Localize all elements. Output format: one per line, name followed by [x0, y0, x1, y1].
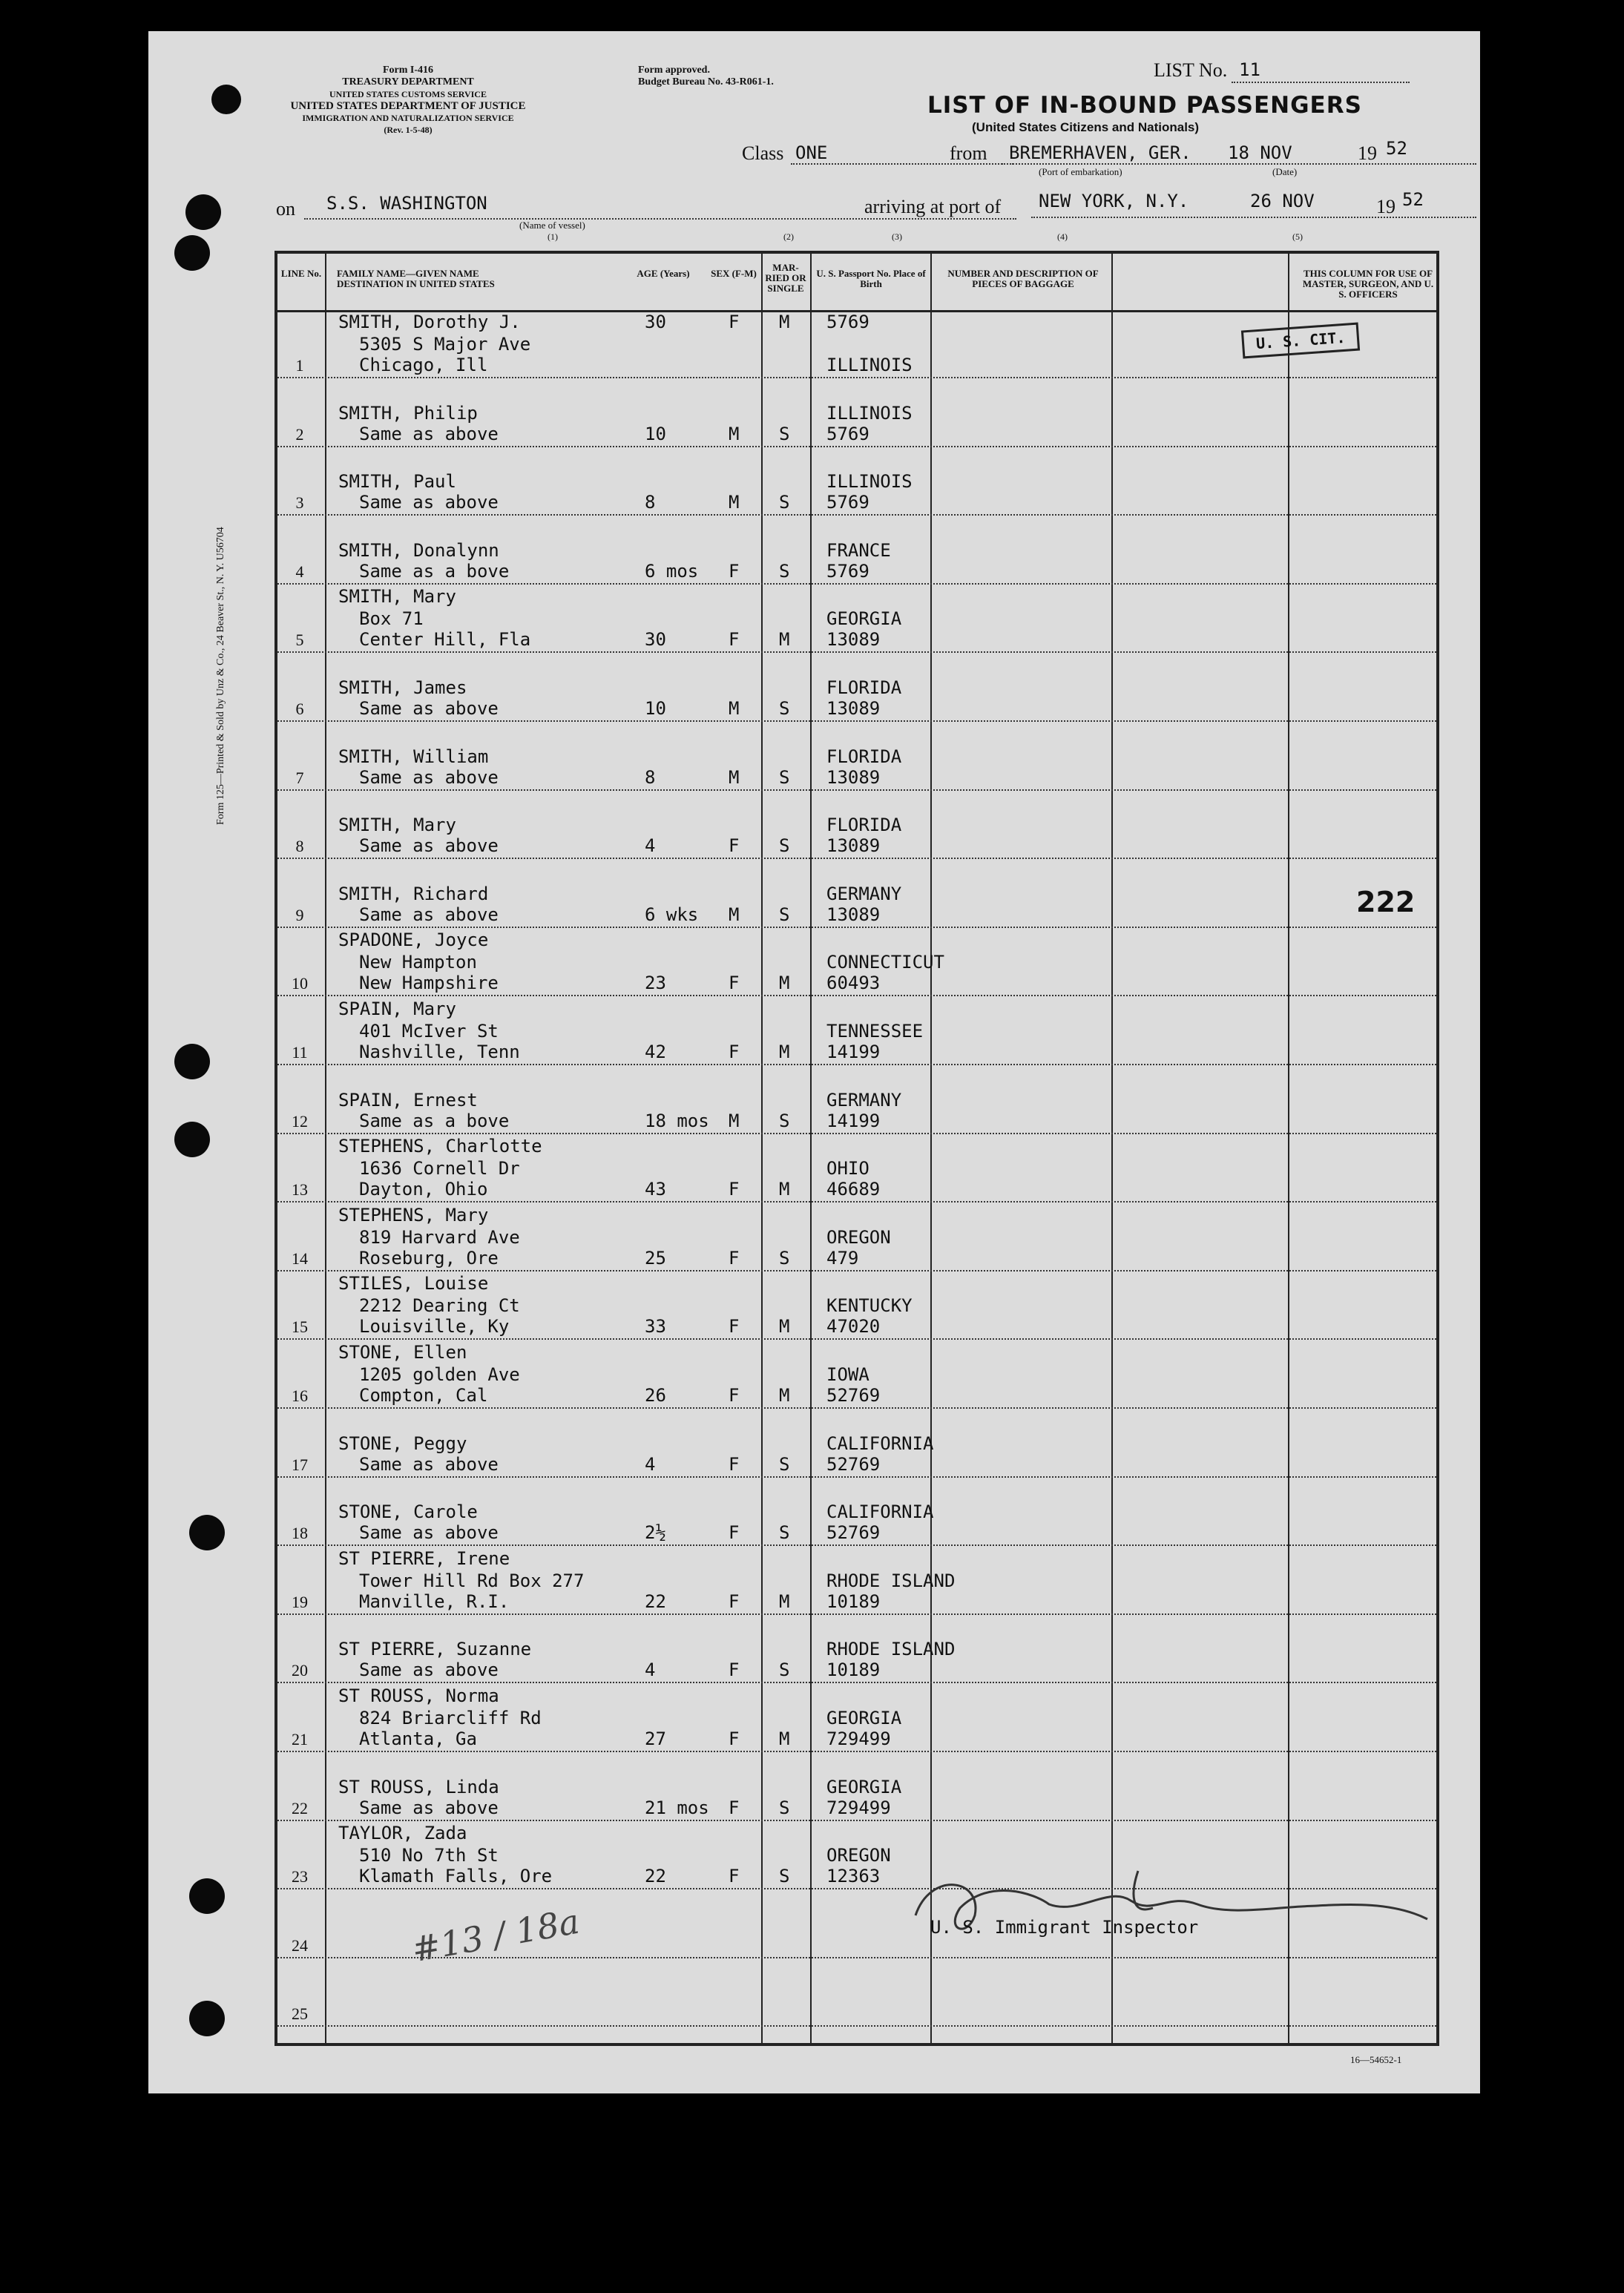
col-1-caption: (1)	[548, 231, 558, 242]
place-of-birth: RHODE ISLAND	[826, 1639, 956, 1660]
header-married: MAR-RIED OR SINGLE	[765, 262, 806, 294]
header-line-no: LINE No.	[280, 268, 322, 279]
handwritten-note: #13 / 18a	[409, 1901, 582, 1970]
header-name: FAMILY NAME—GIVEN NAME DESTINATION IN UNITED STATES	[337, 268, 495, 289]
officer-number: 222	[1356, 886, 1416, 918]
sex: M	[729, 1110, 740, 1131]
passenger-name: SMITH, Paul	[338, 471, 456, 493]
passenger-name: SMITH, Mary	[338, 586, 456, 608]
marital-status: M	[779, 1179, 790, 1200]
line-number: 4	[295, 562, 304, 581]
age: 43	[645, 1179, 666, 1200]
marital-status: S	[779, 492, 790, 513]
class-label: Class	[742, 142, 784, 164]
place-of-birth: OREGON	[826, 1845, 891, 1866]
sex: F	[729, 1866, 740, 1887]
destination-line-1: Tower Hill Rd Box 277	[359, 1570, 585, 1591]
passport-number: 46689	[826, 1179, 881, 1200]
sex: F	[729, 1453, 740, 1475]
place-of-birth: CONNECTICUT	[826, 952, 944, 973]
line-number: 6	[295, 700, 304, 718]
punch-hole	[185, 194, 221, 230]
age: 22	[645, 1590, 666, 1612]
punch-hole	[189, 1515, 225, 1550]
table-row	[277, 930, 1436, 998]
col-3-caption: (3)	[892, 231, 902, 242]
line-number: 14	[292, 1249, 308, 1268]
sex: F	[729, 1247, 740, 1269]
sex: M	[729, 766, 740, 788]
destination-line-1: Same as above	[359, 1659, 499, 1681]
table-row	[277, 1205, 1436, 1273]
place-of-birth: CALIFORNIA	[826, 1501, 934, 1523]
header-passport: U. S. Passport No. Place of Birth	[816, 268, 926, 289]
marital-status: S	[779, 423, 790, 444]
year-prefix: 19	[1358, 142, 1377, 164]
marital-status: S	[779, 1247, 790, 1269]
destination-line-2: Manville, R.I.	[359, 1590, 510, 1612]
marital-status: S	[779, 835, 790, 857]
passenger-name: SMITH, Richard	[338, 883, 489, 904]
passenger-name: STONE, Ellen	[338, 1342, 467, 1363]
passenger-name: SMITH, Dorothy J.	[338, 312, 521, 332]
passenger-name: SMITH, Philip	[338, 402, 478, 424]
destination-line-2: Center Hill, Fla	[359, 629, 531, 651]
destination-line-2: Atlanta, Ga	[359, 1728, 477, 1749]
place-of-birth: FLORIDA	[826, 815, 902, 836]
destination-line-1: 510 No 7th St	[359, 1845, 499, 1866]
marital-status: S	[779, 1797, 790, 1818]
marital-status: S	[779, 1522, 790, 1544]
list-no-label: LIST No.	[1154, 59, 1228, 81]
table-row	[277, 792, 1436, 861]
justice-dept: UNITED STATES DEPARTMENT OF JUSTICE	[290, 100, 526, 112]
destination-line-2: Louisville, Ky	[359, 1316, 510, 1338]
sex: F	[729, 1042, 740, 1062]
passport-number: 52769	[826, 1453, 881, 1475]
table-row	[277, 1136, 1436, 1204]
passenger-name: SMITH, William	[338, 746, 489, 767]
passport-number: 13089	[826, 766, 881, 788]
place-of-birth: ILLINOIS	[826, 402, 913, 424]
age: 2½	[645, 1522, 666, 1544]
passenger-name: SPAIN, Ernest	[338, 1089, 478, 1111]
passenger-table	[274, 251, 1439, 2046]
passenger-name: STONE, Carole	[338, 1501, 478, 1523]
destination-line-1: Same as above	[359, 1522, 499, 1544]
table-row	[277, 1411, 1436, 1479]
passport-number: 13089	[826, 629, 881, 651]
sex: F	[729, 1590, 740, 1612]
approval-block	[638, 65, 774, 88]
line-number: 9	[295, 905, 304, 924]
inspector-label: U. S. Immigrant Inspector	[930, 1917, 1199, 1938]
line-number: 23	[292, 1867, 308, 1886]
sex: F	[729, 1385, 740, 1406]
printer-imprint: Form 125—Printed & Sold by Unz & Co., 24 Beaver St., N. Y. U56704	[215, 527, 226, 825]
age: 33	[645, 1316, 666, 1338]
destination-line-2: New Hampshire	[359, 973, 499, 994]
marital-status: S	[779, 1659, 790, 1681]
age: 10	[645, 698, 666, 719]
passenger-name: ST PIERRE, Irene	[338, 1547, 510, 1569]
sex: F	[729, 629, 740, 651]
marital-status: M	[779, 973, 790, 994]
place-of-birth: RHODE ISLAND	[826, 1570, 956, 1591]
line-number: 24	[292, 1935, 308, 1955]
marital-status: M	[779, 1385, 790, 1406]
passport-number: 52769	[826, 1385, 881, 1406]
place-of-birth: CALIFORNIA	[826, 1432, 934, 1454]
marital-status: M	[779, 1316, 790, 1338]
table-row	[277, 381, 1436, 449]
ins-service: IMMIGRATION AND NATURALIZATION SERVICE	[302, 113, 514, 123]
arriving-label: arriving at port of	[864, 196, 1002, 217]
embarkation-year: 52	[1386, 138, 1407, 159]
place-of-birth: KENTUCKY	[826, 1295, 913, 1317]
passenger-name: SMITH, Donalynn	[338, 539, 499, 561]
age: 8	[645, 492, 656, 513]
sex: M	[729, 904, 740, 925]
passport-number: 479	[826, 1247, 859, 1269]
place-of-birth: GEORGIA	[826, 1708, 902, 1728]
destination-line-1: 1636 Cornell Dr	[359, 1158, 520, 1180]
place-of-birth: OHIO	[826, 1158, 869, 1180]
passport-number: 5769	[826, 423, 869, 444]
marital-status: M	[779, 1590, 790, 1612]
destination-line-1: Box 71	[359, 608, 424, 630]
destination-line-2: Nashville, Tenn	[359, 1042, 520, 1062]
age: 18 mos	[645, 1110, 709, 1131]
passenger-name: ST ROUSS, Linda	[338, 1776, 499, 1797]
line-number: 7	[295, 768, 304, 787]
line-number: 19	[292, 1592, 308, 1611]
place-of-birth: FLORIDA	[826, 746, 902, 767]
table-row	[277, 1067, 1436, 1136]
manifest-page	[148, 31, 1480, 2093]
date-caption: (Date)	[1272, 166, 1298, 177]
sex: F	[729, 973, 740, 994]
line-number: 11	[292, 1043, 308, 1062]
sex: F	[729, 1659, 740, 1681]
line-number: 20	[292, 1661, 308, 1680]
marital-status: S	[779, 560, 790, 582]
line-number: 21	[292, 1730, 308, 1748]
destination-line-1: 824 Briarcliff Rd	[359, 1708, 542, 1728]
passport-number: 5769	[826, 560, 869, 582]
table-row	[277, 1342, 1436, 1410]
age: 6 wks	[645, 904, 699, 925]
place-of-birth: ILLINOIS	[826, 355, 913, 375]
table-row	[277, 586, 1436, 654]
marital-status: S	[779, 698, 790, 719]
age: 4	[645, 1453, 656, 1475]
passenger-name: STONE, Peggy	[338, 1432, 467, 1454]
age: 30	[645, 312, 666, 332]
header-sex: SEX (F-M)	[711, 268, 757, 279]
line-number: 2	[295, 424, 304, 444]
passenger-name: TAYLOR, Zada	[338, 1823, 467, 1844]
destination-line-2: Klamath Falls, Ore	[359, 1866, 553, 1887]
line-number: 22	[292, 1798, 308, 1817]
vessel-name: S.S. WASHINGTON	[326, 193, 487, 214]
line-number: 3	[295, 493, 304, 513]
destination-line-1: Same as above	[359, 492, 499, 513]
ink-blot	[211, 85, 241, 114]
passenger-name: ST ROUSS, Norma	[338, 1685, 499, 1706]
destination-line-1: Same as above	[359, 904, 499, 925]
age: 21 mos	[645, 1797, 709, 1818]
passport-number: 13089	[826, 835, 881, 857]
table-row	[277, 1616, 1436, 1685]
passport-number: 14199	[826, 1110, 881, 1131]
place-of-birth: GERMANY	[826, 883, 902, 904]
line-number: 8	[295, 837, 304, 856]
destination-line-2: Dayton, Ohio	[359, 1179, 488, 1200]
place-of-birth: FLORIDA	[826, 677, 902, 698]
footer-code: 16—54652-1	[1350, 2054, 1402, 2065]
destination-line-1: Same as above	[359, 766, 499, 788]
punch-hole	[174, 1122, 210, 1157]
destination-line-1: Same as above	[359, 1797, 499, 1818]
age: 4	[645, 835, 656, 857]
age: 26	[645, 1385, 666, 1406]
table-row	[277, 1548, 1436, 1616]
passport-number: 729499	[826, 1728, 891, 1749]
table-row	[277, 1273, 1436, 1341]
marital-status: S	[779, 766, 790, 788]
age: 8	[645, 766, 656, 788]
line-number: 18	[292, 1524, 308, 1543]
col-5-caption: (5)	[1292, 231, 1303, 242]
sex: F	[729, 1522, 740, 1544]
place-of-birth: IOWA	[826, 1364, 869, 1385]
class-value: ONE	[795, 142, 828, 163]
form-agency-block	[274, 65, 542, 136]
destination-line-1: Same as above	[359, 1453, 499, 1475]
year-prefix-2: 19	[1376, 196, 1395, 217]
header-age: AGE (Years)	[637, 268, 690, 279]
passenger-name: SPADONE, Joyce	[338, 930, 489, 951]
place-of-birth: FRANCE	[826, 539, 891, 561]
place-of-birth: GERMANY	[826, 1089, 902, 1111]
passenger-name: STEPHENS, Charlotte	[338, 1136, 542, 1157]
treasury-dept: TREASURY DEPARTMENT	[342, 76, 474, 88]
destination-line-1: New Hampton	[359, 952, 477, 973]
line-number: 17	[292, 1455, 308, 1474]
sex: M	[729, 423, 740, 444]
marital-status: M	[779, 1042, 790, 1062]
list-no-value: 11	[1239, 59, 1260, 80]
form-number: Form I-416	[382, 65, 434, 76]
place-of-birth: OREGON	[826, 1226, 891, 1248]
marital-status: M	[779, 629, 790, 651]
punch-hole	[189, 1878, 225, 1914]
marital-status: S	[779, 1866, 790, 1887]
budget-bureau: Budget Bureau No. 43-R061-1.	[638, 76, 774, 88]
passport-number: 13089	[826, 904, 881, 925]
age: 4	[645, 1659, 656, 1681]
destination-line-1: Same as a bove	[359, 560, 510, 582]
destination-line-1: 2212 Dearing Ct	[359, 1295, 520, 1317]
marital-status: M	[779, 1728, 790, 1749]
from-label: from	[950, 142, 987, 164]
line-number: 10	[292, 974, 308, 993]
sex: F	[729, 835, 740, 857]
table-row	[277, 1685, 1436, 1754]
passport-number: 12363	[826, 1866, 881, 1887]
passport-number: 5769	[826, 312, 869, 332]
table-row	[277, 1754, 1436, 1823]
sex: M	[729, 492, 740, 513]
embarkation-port: BREMERHAVEN, GER.	[1009, 142, 1191, 163]
age: 10	[645, 423, 666, 444]
place-of-birth: TENNESSEE	[826, 1021, 924, 1042]
document-title: LIST OF IN-BOUND PASSENGERS	[927, 92, 1362, 119]
age: 22	[645, 1866, 666, 1887]
place-of-birth: GEORGIA	[826, 1776, 902, 1797]
passport-number: 13089	[826, 698, 881, 719]
document-subtitle: (United States Citizens and Nationals)	[972, 120, 1200, 134]
marital-status: S	[779, 1110, 790, 1131]
line-number: 16	[292, 1386, 308, 1405]
sex: F	[729, 1728, 740, 1749]
punch-hole	[174, 235, 210, 271]
table-row	[277, 1479, 1436, 1547]
form-revision: (Rev. 1-5-48)	[384, 125, 433, 135]
embarkation-date: 18 NOV	[1228, 142, 1292, 163]
passport-number: 729499	[826, 1797, 891, 1818]
destination-line-2: Compton, Cal	[359, 1385, 488, 1406]
table-row	[277, 724, 1436, 792]
destination-line-1: Same as above	[359, 423, 499, 444]
sex: F	[729, 312, 740, 332]
destination-line-1: Same as above	[359, 835, 499, 857]
passenger-name: STILES, Louise	[338, 1273, 489, 1294]
place-of-birth: ILLINOIS	[826, 471, 913, 493]
destination-line-2: Chicago, Ill	[359, 355, 488, 375]
sex: F	[729, 1316, 740, 1338]
line-number: 12	[292, 1111, 308, 1131]
place-of-birth: GEORGIA	[826, 608, 902, 630]
line-number: 1	[295, 356, 304, 375]
citizen-stamp: U. S. CIT.	[1241, 323, 1361, 359]
passport-number: 10189	[826, 1659, 881, 1681]
age: 23	[645, 973, 666, 994]
embarkation-caption: (Port of embarkation)	[1039, 166, 1122, 177]
header-officers: THIS COLUMN FOR USE OF MASTER, SURGEON, AND U. S. OFFICERS	[1302, 268, 1434, 300]
destination-line-1: 5305 S Major Ave	[359, 334, 531, 355]
form-approved: Form approved.	[638, 65, 710, 76]
passenger-name: ST PIERRE, Suzanne	[338, 1639, 532, 1660]
destination-line-1: Same as a bove	[359, 1110, 510, 1131]
passport-number: 47020	[826, 1316, 881, 1338]
line-number: 13	[292, 1180, 308, 1200]
marital-status: M	[779, 312, 790, 332]
passport-number: 14199	[826, 1042, 881, 1062]
vessel-caption: (Name of vessel)	[519, 220, 585, 231]
passenger-name: STEPHENS, Mary	[338, 1204, 489, 1226]
sex: F	[729, 560, 740, 582]
destination-line-1: Same as above	[359, 698, 499, 719]
marital-status: S	[779, 904, 790, 925]
age: 30	[645, 629, 666, 651]
arrival-date: 26 NOV	[1250, 191, 1315, 211]
sex: M	[729, 698, 740, 719]
destination-line-1: 819 Harvard Ave	[359, 1226, 520, 1248]
sex: F	[729, 1179, 740, 1200]
age: 27	[645, 1728, 666, 1749]
destination-line-1: 401 McIver St	[359, 1021, 499, 1042]
on-label: on	[276, 198, 295, 220]
sex: F	[729, 1797, 740, 1818]
table-row	[277, 861, 1436, 930]
arrival-year: 52	[1402, 189, 1424, 210]
passport-number: 5769	[826, 492, 869, 513]
destination-line-1: 1205 golden Ave	[359, 1364, 520, 1385]
table-row	[277, 655, 1436, 723]
table-row	[277, 518, 1436, 586]
marital-status: S	[779, 1453, 790, 1475]
passport-number: 60493	[826, 973, 881, 994]
header-baggage: NUMBER AND DESCRIPTION OF PIECES OF BAGGAGE	[947, 268, 1099, 289]
age: 25	[645, 1247, 666, 1269]
age: 6 mos	[645, 560, 699, 582]
col-4-caption: (4)	[1057, 231, 1068, 242]
arrival-port: NEW YORK, N.Y.	[1039, 191, 1189, 211]
punch-hole	[189, 2001, 225, 2036]
passenger-name: SMITH, Mary	[338, 815, 456, 836]
customs-service: UNITED STATES CUSTOMS SERVICE	[329, 89, 487, 99]
table-row	[277, 449, 1436, 517]
passport-number: 10189	[826, 1590, 881, 1612]
line-number: 25	[292, 2004, 308, 2024]
passport-number: 52769	[826, 1522, 881, 1544]
passenger-name: SPAIN, Mary	[338, 999, 456, 1019]
destination-line-2: Roseburg, Ore	[359, 1247, 499, 1269]
line-number: 15	[292, 1317, 308, 1337]
age: 42	[645, 1042, 666, 1062]
punch-hole	[174, 1044, 210, 1079]
table-row	[277, 999, 1436, 1067]
passenger-name: SMITH, James	[338, 677, 467, 698]
col-2-caption: (2)	[783, 231, 794, 242]
line-number: 5	[295, 631, 304, 650]
